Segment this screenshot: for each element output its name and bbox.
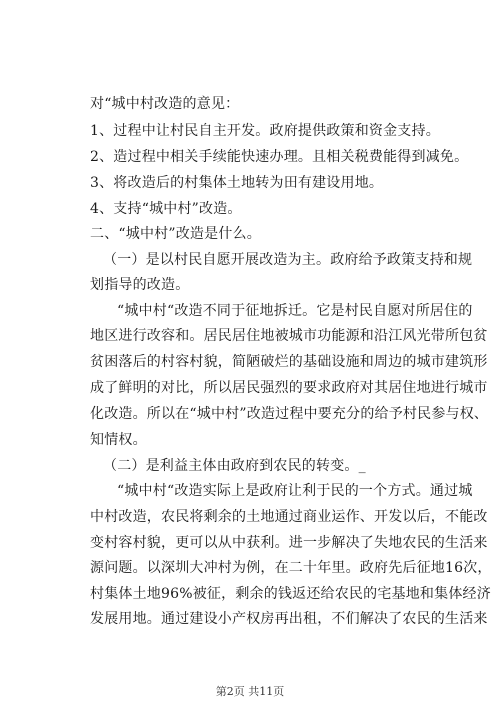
paragraph-line: “城中村“改造不同于征地拆迁。它是村民自愿对所居住的 xyxy=(117,303,473,319)
paragraph-line: 地区进行改容和。居民居住地被城市功能源和沿江风光带所包贫 xyxy=(90,328,488,344)
paragraph-line: 成了鲜明的对比，所以居民强烈的要求政府对其居住地进行城市 xyxy=(90,380,488,396)
paragraph-line: 中村改造，农民将剩余的土地通过商业运作、开发以后，不能改 xyxy=(90,509,488,525)
paragraph-line: 化改造。所以在“城中村”改造过程中要充分的给予村民参与权、 xyxy=(90,406,489,422)
text-line-heading: 对“城中村改造的意见： xyxy=(90,96,240,112)
paragraph-line: 划指导的改造。 xyxy=(90,277,190,293)
paragraph-line: 变村容村貌，更可以从中获利。进一步解决了失地农民的生活来 xyxy=(90,535,488,551)
subsection-heading: （二）是利益主体由政府到农民的转变。_ xyxy=(103,458,366,474)
paragraph-line: 贫困落后的村容村貌，简陋破烂的基础设施和周边的城市建筑形 xyxy=(90,354,488,370)
list-item-1: 1、过程中让村民自主开发。政府提供政策和资金支持。 xyxy=(90,123,440,139)
paragraph-line: 发展用地。通过建设小产权房再出租，不们解决了农民的生活来 xyxy=(90,611,488,627)
paragraph-line: 源问题。以深圳大冲村为例，在二十年里。政府先后征地16次， xyxy=(90,560,492,576)
page-footer: 第2页 共11页 xyxy=(215,685,285,698)
section-heading: 二、“城中村”改造是什么。 xyxy=(90,226,261,242)
list-item-4: 4、支持“城中村”改造。 xyxy=(90,201,242,217)
list-item-3: 3、将改造后的村集体土地转为田有建设用地。 xyxy=(90,175,384,191)
paragraph-line: 村集体土地96%被征，剩余的钱返还给农民的宅基地和集体经济 xyxy=(90,586,491,602)
paragraph-line: “城中村“改造实际上是政府让利于民的一个方式。通过城 xyxy=(117,483,473,499)
list-item-2: 2、造过程中相关手续能快速办理。且相关税费能得到减免。 xyxy=(90,149,469,165)
paragraph-line: （一）是以村民自愿开展改造为主。政府给予政策支持和规 xyxy=(103,252,473,268)
paragraph-line: 知情权。 xyxy=(90,432,147,448)
